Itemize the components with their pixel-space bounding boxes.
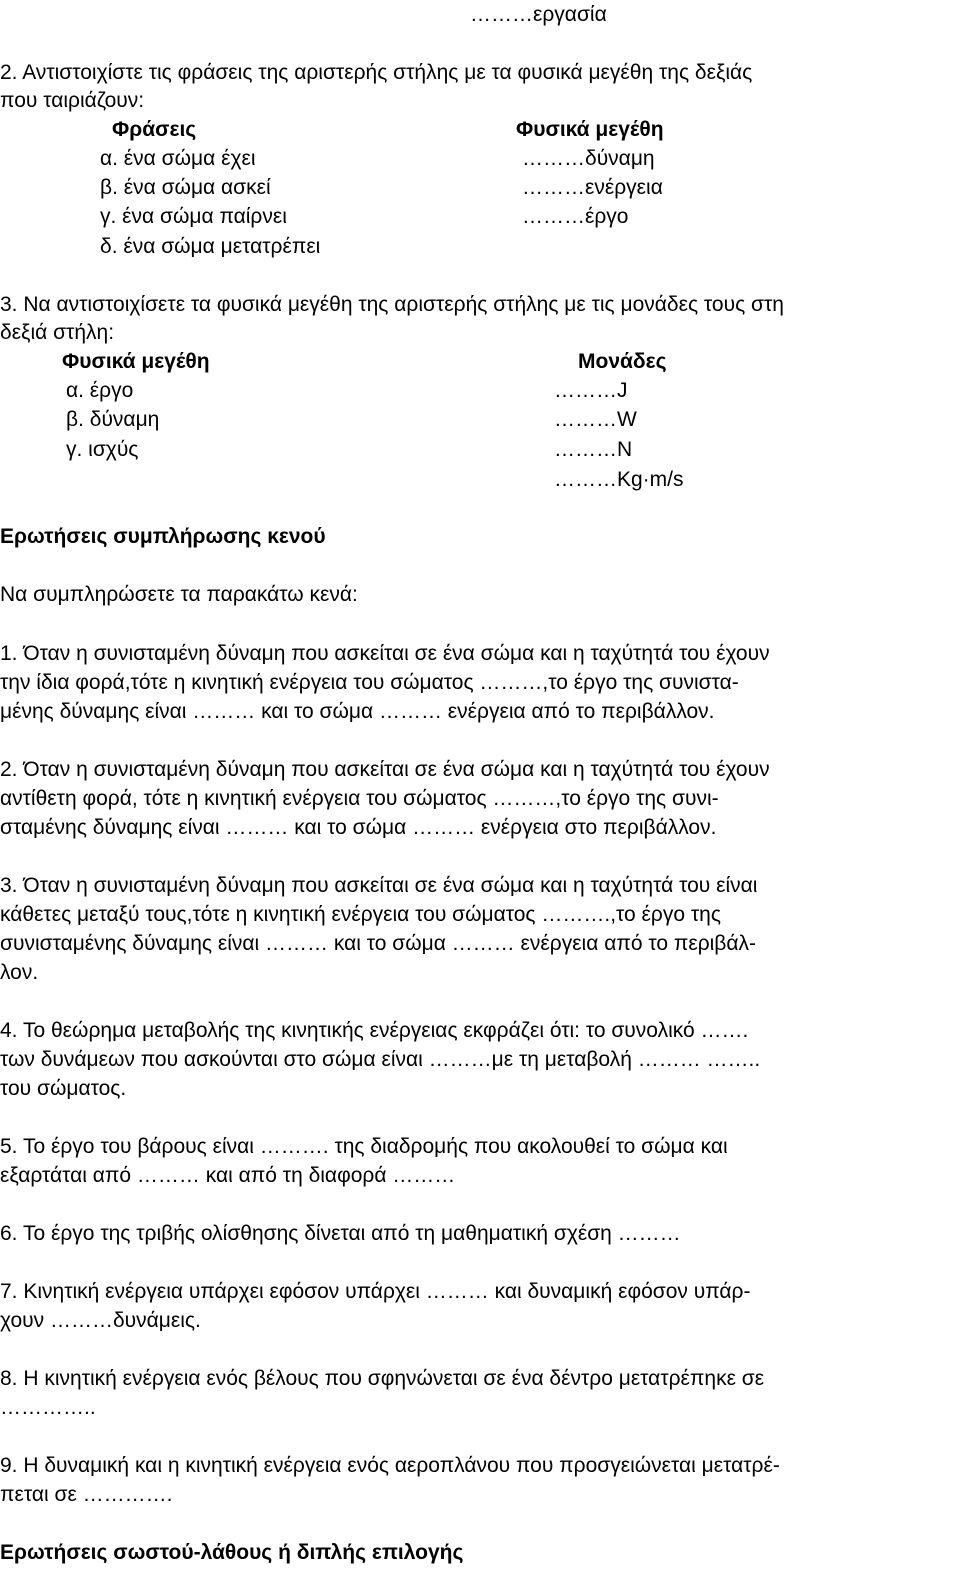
q3-right-item: ………W: [554, 408, 637, 431]
fill-item-5-line: εξαρτάται από ……… και από τη διαφορά ………: [0, 1164, 456, 1187]
fill-item-2-line: 2. Όταν η συνισταμένη δύναμη που ασκείται σε ένα σώμα και η ταχύτητά του έχουν: [0, 758, 770, 781]
fill-item-3-line: συνισταμένης δύναμης είναι ……… και το σώμα ……… ενέργεια από το περιβάλ-: [0, 932, 757, 955]
q2-left-item: α. ένα σώμα έχει: [100, 147, 256, 170]
top-fragment: ………εργασία: [470, 3, 607, 26]
q3-left-item: β. δύναμη: [66, 408, 160, 431]
q2-left-item: γ. ένα σώμα παίρνει: [100, 205, 287, 228]
q3-right-item: ………J: [554, 379, 628, 402]
q3-left-item: α. έργο: [66, 379, 134, 402]
fill-item-5-line: 5. Το έργο του βάρους είναι ………. της διαδρομής που ακολουθεί το σώμα και: [0, 1135, 728, 1158]
fill-item-1-line: 1. Όταν η συνισταμένη δύναμη που ασκείται σε ένα σώμα και η ταχύτητά του έχουν: [0, 642, 770, 665]
fill-item-8-line: …………..: [0, 1396, 96, 1419]
q3-right-item: ………N: [554, 438, 633, 461]
fill-item-9-line: 9. Η δυναμική και η κινητική ενέργεια ενός αεροπλάνου που προσγειώνεται μετατρέ-: [0, 1454, 780, 1477]
fill-item-4-line: 4. Το θεώρημα μεταβολής της κινητικής ενέργειας εκφράζει ότι: το συνολικό …….: [0, 1019, 749, 1042]
section-title-true-false: Ερωτήσεις σωστού-λάθους ή διπλής επιλογής: [0, 1541, 464, 1564]
fill-item-7-line: 7. Κινητική ενέργεια υπάρχει εφόσον υπάρχει ……… και δυναμική εφόσον υπάρ-: [0, 1280, 751, 1303]
fill-item-3-line: λον.: [0, 961, 39, 984]
fill-item-9-line: πεται σε ………….: [0, 1483, 173, 1506]
fill-item-4-line: των δυνάμεων που ασκούνται στο σώμα είναι ………με τη μεταβολή ……… ……..: [0, 1048, 761, 1071]
fill-item-2-line: αντίθετη φορά, τότε η κινητική ενέργεια του σώματος ………,το έργο της συνι-: [0, 787, 719, 810]
fill-item-7-line: χουν ………δυνάμεις.: [0, 1309, 201, 1332]
fill-item-8-line: 8. Η κινητική ενέργεια ενός βέλους που σφηνώνεται σε ένα δέντρο μετατρέπηκε σε: [0, 1367, 765, 1390]
fill-item-3-line: κάθετες μεταξύ τους,τότε η κινητική ενέργεια του σώματος ……….,το έργο της: [0, 903, 721, 926]
fill-item-2-line: σταμένης δύναμης είναι ……… και το σώμα ……… ενέργεια στο περιβάλλον.: [0, 816, 717, 839]
fill-item-3-line: 3. Όταν η συνισταμένη δύναμη που ασκείται σε ένα σώμα και η ταχύτητά του είναι: [0, 874, 758, 897]
q2-left-header: Φράσεις: [112, 118, 197, 141]
q3-line-2: δεξιά στήλη:: [0, 321, 115, 344]
q2-line-1: 2. Αντιστοιχίστε τις φράσεις της αριστερής στήλης με τα φυσικά μεγέθη της δεξιάς: [0, 61, 753, 84]
q2-right-header: Φυσικά μεγέθη: [516, 118, 664, 141]
section-instruction: Να συμπληρώσετε τα παρακάτω κενά:: [0, 583, 358, 606]
q3-right-header: Μονάδες: [578, 350, 667, 373]
section-title-fill-in: Ερωτήσεις συμπλήρωσης κενού: [0, 525, 326, 548]
q3-line-1: 3. Να αντιστοιχίσετε τα φυσικά μεγέθη της αριστερής στήλης με τις μονάδες τους στη: [0, 293, 784, 316]
q2-left-item: β. ένα σώμα ασκεί: [100, 176, 271, 199]
q2-left-item: δ. ένα σώμα μετατρέπει: [100, 235, 321, 258]
q3-left-item: γ. ισχύς: [66, 438, 139, 461]
q2-line-2: που ταιριάζουν:: [0, 89, 145, 112]
q2-right-item: ………δύναμη: [522, 147, 655, 170]
fill-item-4-line: του σώματος.: [0, 1077, 127, 1100]
q2-right-item: ………ενέργεια: [522, 176, 663, 199]
q3-right-item: ………Kg·m/s: [554, 468, 684, 491]
q2-right-item: ………έργο: [522, 205, 629, 228]
fill-item-1-line: την ίδια φορά,τότε η κινητική ενέργεια του σώματος ………,το έργο της συνιστα-: [0, 671, 739, 694]
q3-left-header: Φυσικά μεγέθη: [62, 350, 210, 373]
fill-item-1-line: μένης δύναμης είναι ……… και το σώμα ……… ενέργεια από το περιβάλλον.: [0, 700, 715, 723]
fill-item-6-line: 6. Το έργο της τριβής ολίσθησης δίνεται από τη μαθηματική σχέση ………: [0, 1222, 681, 1245]
